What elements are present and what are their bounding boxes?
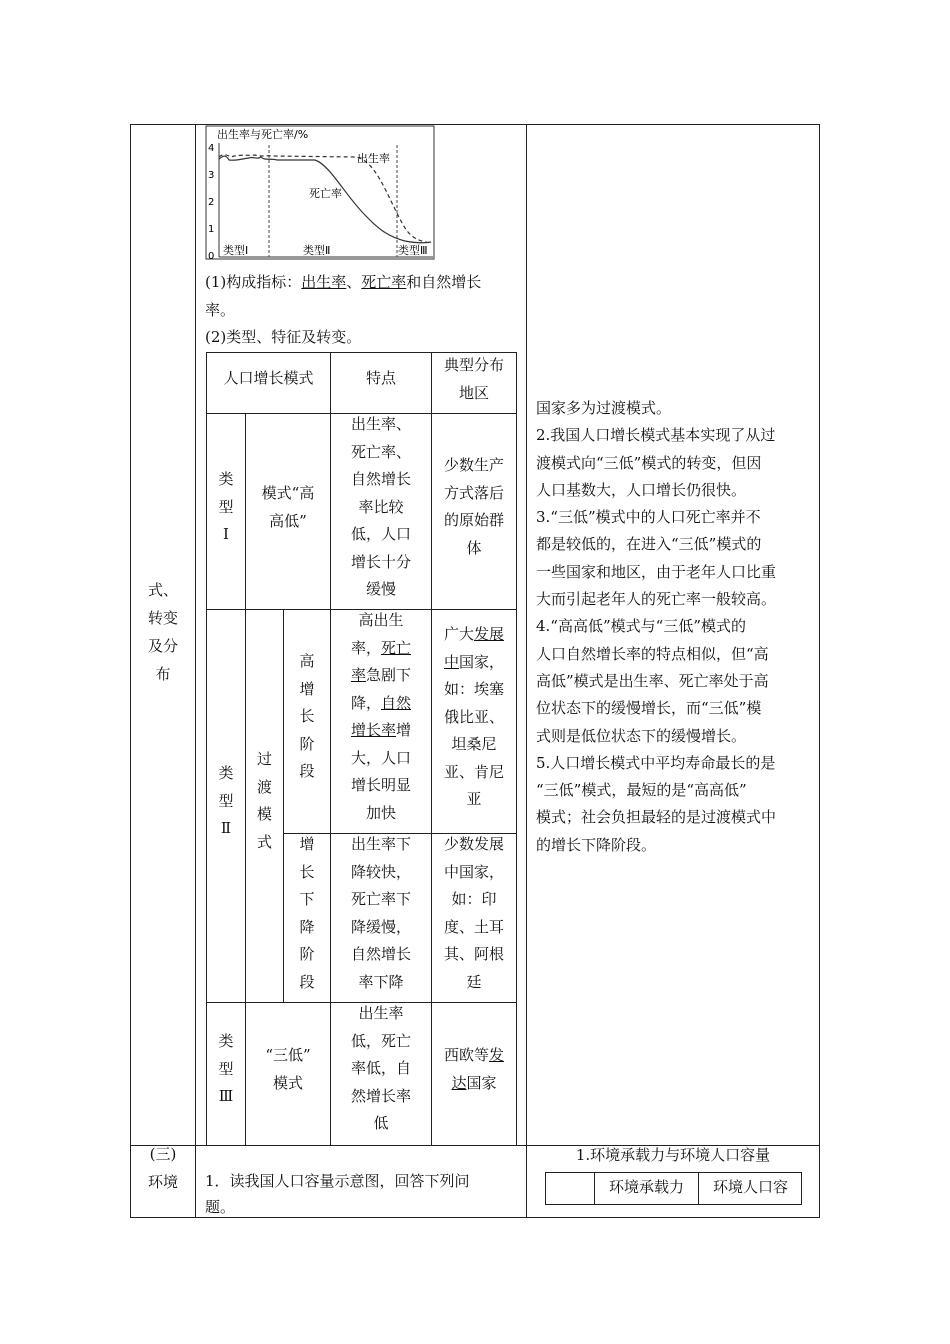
r3-feat-4: 低 xyxy=(373,1114,389,1132)
question-line-1: 1．读我国人口容量示意图，回答下列问 xyxy=(205,1172,470,1190)
birth-death-rate-chart xyxy=(205,125,435,260)
left-label-line4: 布 xyxy=(155,665,171,683)
r2-type-1: 型 xyxy=(218,791,234,810)
r2b-stage-5: 段 xyxy=(299,972,315,991)
r2-mode-2: 模 xyxy=(256,805,272,823)
r2a-area-l2 xyxy=(432,649,516,677)
inner-right xyxy=(516,352,517,1146)
y-tick-4: 4 xyxy=(208,143,215,154)
r2a-area-l7: 亚 xyxy=(466,790,482,808)
note-line-0: 国家多为过渡模式。 xyxy=(536,399,672,417)
chart-title: 出生率与死亡率/% xyxy=(217,128,309,141)
r2b-feature xyxy=(331,831,431,996)
note-line-15: 模式；社会负担最轻的是过渡模式中 xyxy=(536,808,777,827)
r2a-feat-l5 xyxy=(331,717,431,745)
section-number: (三) xyxy=(149,1145,177,1163)
r2a-feat-l3a: 率 xyxy=(350,666,366,684)
r1-type-1: 型 xyxy=(218,497,234,516)
header-area-l2: 地区 xyxy=(458,383,489,402)
note-line-6: 一些国家和地区，由于老年人口比重 xyxy=(536,562,777,581)
r3-feat-3: 然增长率 xyxy=(350,1086,411,1105)
note-line-3: 人口基数大，人口增长仍很快。 xyxy=(536,480,747,499)
p1-suffix: 和自然增长 xyxy=(406,273,482,291)
r3-type-2: Ⅲ xyxy=(218,1087,234,1105)
r3-mode-0: “三低” xyxy=(265,1046,311,1064)
r2a-area-l1a: 广大 xyxy=(443,625,474,643)
note-line-12: 式则是低位状态下的缓慢增长。 xyxy=(536,726,747,745)
r1-area-1: 方式落后 xyxy=(443,483,504,502)
r1-area-0: 少数生产 xyxy=(443,456,504,474)
r2a-area-l5: 坦桑尼 xyxy=(451,735,497,753)
r2b-area-5: 廷 xyxy=(466,972,482,991)
r3-mode-1: 模式 xyxy=(272,1073,303,1092)
left-label xyxy=(131,576,195,688)
left-label-line3: 及分 xyxy=(147,637,178,655)
capacity-table xyxy=(545,1172,802,1205)
r2a-area-l1 xyxy=(432,621,516,649)
r2b-stage-4: 阶 xyxy=(299,945,315,963)
r3-area-b: 发 xyxy=(489,1046,505,1064)
region-label-1: 类型Ⅰ xyxy=(223,244,249,257)
y-tick-0: 0 xyxy=(208,251,215,260)
r2-type xyxy=(207,760,245,843)
r2-mode-3: 式 xyxy=(256,832,272,851)
r2b-stage-3: 降 xyxy=(299,917,315,936)
r1-mode xyxy=(246,480,330,535)
r3-feat-0: 出生率 xyxy=(358,1004,404,1022)
r1-type-2: Ⅰ xyxy=(223,525,229,543)
r2-mode xyxy=(246,746,283,856)
r2a-feat-l4a: 降， xyxy=(350,693,381,712)
r1-mode-1: 高低” xyxy=(269,511,307,530)
p1-birth-rate: 出生率 xyxy=(301,273,347,291)
paragraph-1 xyxy=(205,268,525,296)
legend-birth-rate: 出生率 xyxy=(357,152,390,165)
r2b-feat-1: 降较快， xyxy=(350,862,411,881)
r1-feature xyxy=(331,411,431,604)
note-line-1: 2.我国人口增长模式基本实现了从过 xyxy=(536,426,776,445)
note-line-5: 都是较低的，在进入“三低”模式的 xyxy=(536,535,762,554)
r2b-feat-0: 出生率下 xyxy=(350,835,411,853)
note-line-11: 位状态下的缓慢增长，而“三低”模 xyxy=(536,699,762,718)
r2a-area xyxy=(432,621,516,814)
note-line-7: 大而引起老年人的死亡率一般较高。 xyxy=(536,590,777,609)
header-area-l1: 典型分布 xyxy=(443,356,504,374)
r1-type-0: 类 xyxy=(218,470,234,488)
r2a-feat-l3b: 急剧下 xyxy=(366,666,412,684)
note-line-10: 高低”模式是出生率、死亡率处于高 xyxy=(536,671,769,690)
r2-type-0: 类 xyxy=(218,764,234,782)
r1-feat-3: 率比较 xyxy=(358,497,404,516)
r2a-stage-1: 增 xyxy=(299,679,315,698)
r3-type-0: 类 xyxy=(218,1032,234,1050)
r2a-area-l1b: 发展 xyxy=(474,625,505,643)
paragraph-1-cont: 率。 xyxy=(205,301,236,319)
r1-mode-0: 模式“高 xyxy=(261,484,315,502)
r2a-feat-l4b: 自然 xyxy=(381,693,412,712)
r2a-area-l2b: 国家， xyxy=(459,652,505,671)
r3-area-c: 达 xyxy=(451,1073,467,1092)
r1-type xyxy=(207,466,245,549)
p1-sep: 、 xyxy=(346,273,362,291)
r1-feat-5: 增长十分 xyxy=(350,552,411,571)
r2a-area-l2a: 中 xyxy=(443,652,459,671)
r2a-feat-l7: 增长明显 xyxy=(350,776,411,794)
r2a-feat-l1: 高出生 xyxy=(358,611,404,629)
y-tick-2: 2 xyxy=(208,197,215,208)
r1-feat-1: 死亡率、 xyxy=(350,442,411,461)
capacity-header-1: 环境承载力 xyxy=(608,1178,684,1196)
note-line-14: “三低”模式，最短的是“高高低” xyxy=(536,781,747,800)
r3-type xyxy=(207,1028,245,1111)
r3-type-1: 型 xyxy=(218,1059,234,1078)
capacity-header-2: 环境人口容 xyxy=(712,1178,788,1196)
left-label-line2: 转变 xyxy=(147,609,178,627)
r2a-feat-l2a: 率， xyxy=(350,638,381,657)
r1-area-3: 体 xyxy=(466,538,482,557)
r2a-feat-l8: 加快 xyxy=(365,803,396,822)
r1-feat-4: 低，人口 xyxy=(350,525,411,543)
legend-death-rate: 死亡率 xyxy=(309,187,342,200)
r2b-feat-4: 自然增长 xyxy=(350,945,411,963)
r2b-area-0: 少数发展 xyxy=(443,835,504,853)
r2b-stage xyxy=(284,831,330,996)
r2a-feature xyxy=(331,607,431,827)
r2b-feat-2: 死亡率下 xyxy=(350,890,411,908)
r2b-stage-1: 长 xyxy=(299,862,315,881)
r3-mode xyxy=(246,1042,330,1097)
question-line-2: 题。 xyxy=(205,1198,236,1216)
p1-prefix: (1)构成指标： xyxy=(205,273,302,291)
r2b-area-4: 其、阿根 xyxy=(443,945,504,963)
note-line-9: 人口自然增长率的特点相似，但“高 xyxy=(536,644,769,663)
r2b-feat-3: 降缓慢， xyxy=(350,917,411,936)
note-line-13: 5.人口增长模式中平均寿命最长的是 xyxy=(536,753,776,772)
note-line-4: 3.“三低”模式中的人口死亡率并不 xyxy=(536,508,761,527)
r1-area-2: 的原始群 xyxy=(443,511,504,529)
r2b-area-1: 中国家， xyxy=(443,862,504,881)
r2a-area-l4: 俄比亚、 xyxy=(443,707,504,726)
r2a-stage-0: 高 xyxy=(299,652,315,670)
r2b-stage-2: 下 xyxy=(299,890,315,908)
r3-feat-1: 低，死亡 xyxy=(350,1031,411,1050)
inner-bottom xyxy=(206,1145,517,1146)
r2a-stage-4: 段 xyxy=(299,762,315,780)
region-label-2: 类型Ⅱ xyxy=(303,244,331,257)
paragraph-2: (2)类型、特征及转变。 xyxy=(205,328,362,346)
r2a-area-l6: 亚、肯尼 xyxy=(443,762,504,781)
r2a-feat-l4 xyxy=(331,690,431,718)
header-mode: 人口增长模式 xyxy=(223,369,314,387)
r3-feat-2: 率低，自 xyxy=(350,1059,411,1077)
header-area xyxy=(432,352,516,407)
r2b-area xyxy=(432,831,516,996)
r2-type-2: Ⅱ xyxy=(220,819,232,837)
section-title: 环境 xyxy=(147,1173,178,1191)
right-section-title: 1.环境承载力与环境人口容量 xyxy=(575,1146,771,1164)
p1-death-rate: 死亡率 xyxy=(361,273,407,291)
outer-right-border xyxy=(819,124,820,1218)
r2a-feat-l2 xyxy=(331,635,431,663)
r2a-stage-3: 阶 xyxy=(299,734,315,753)
r2b-feat-5: 率下降 xyxy=(358,972,404,991)
r3-feature xyxy=(331,1000,431,1138)
r1-feat-6: 缓慢 xyxy=(365,580,396,598)
r2-mode-0: 过 xyxy=(256,750,272,768)
r2a-stage xyxy=(284,648,330,786)
col-divider-2 xyxy=(526,124,527,1218)
r1-area xyxy=(432,452,516,562)
r2a-feat-l6: 大，人口 xyxy=(350,748,411,767)
r3-area xyxy=(432,1042,516,1097)
section-label xyxy=(131,1140,195,1196)
r2b-stage-0: 增 xyxy=(299,835,315,853)
r2a-stage-2: 长 xyxy=(299,707,315,725)
r2a-feat-l5a: 增长率 xyxy=(350,721,396,739)
y-tick-1: 1 xyxy=(208,224,215,235)
r2a-feat-l5b: 增 xyxy=(396,721,412,739)
col-divider-1 xyxy=(195,124,196,1218)
note-line-2: 渡模式向“三低”模式的转变，但因 xyxy=(536,453,762,472)
notes xyxy=(536,395,816,859)
r3-area-d: 国家 xyxy=(466,1073,497,1092)
r2b-area-3: 度、土耳 xyxy=(443,917,504,936)
note-line-8: 4.“高高低”模式与“三低”模式的 xyxy=(536,617,746,636)
r2a-feat-l3 xyxy=(331,662,431,690)
region-label-3: 类型Ⅲ xyxy=(398,244,428,257)
left-label-line1: 式、 xyxy=(147,581,178,599)
r3-area-a: 西欧等 xyxy=(443,1046,489,1064)
r1-feat-0: 出生率、 xyxy=(350,415,411,433)
r1-feat-2: 自然增长 xyxy=(350,470,411,488)
header-feature: 特点 xyxy=(365,369,396,387)
r2a-feat-l2b: 死亡 xyxy=(381,638,412,657)
y-tick-3: 3 xyxy=(208,170,215,181)
note-line-16: 的增长下降阶段。 xyxy=(536,835,657,854)
r2b-area-2: 如：印 xyxy=(451,890,497,908)
r2a-area-l3: 如：埃塞 xyxy=(443,680,504,698)
r2-mode-1: 渡 xyxy=(256,777,272,796)
